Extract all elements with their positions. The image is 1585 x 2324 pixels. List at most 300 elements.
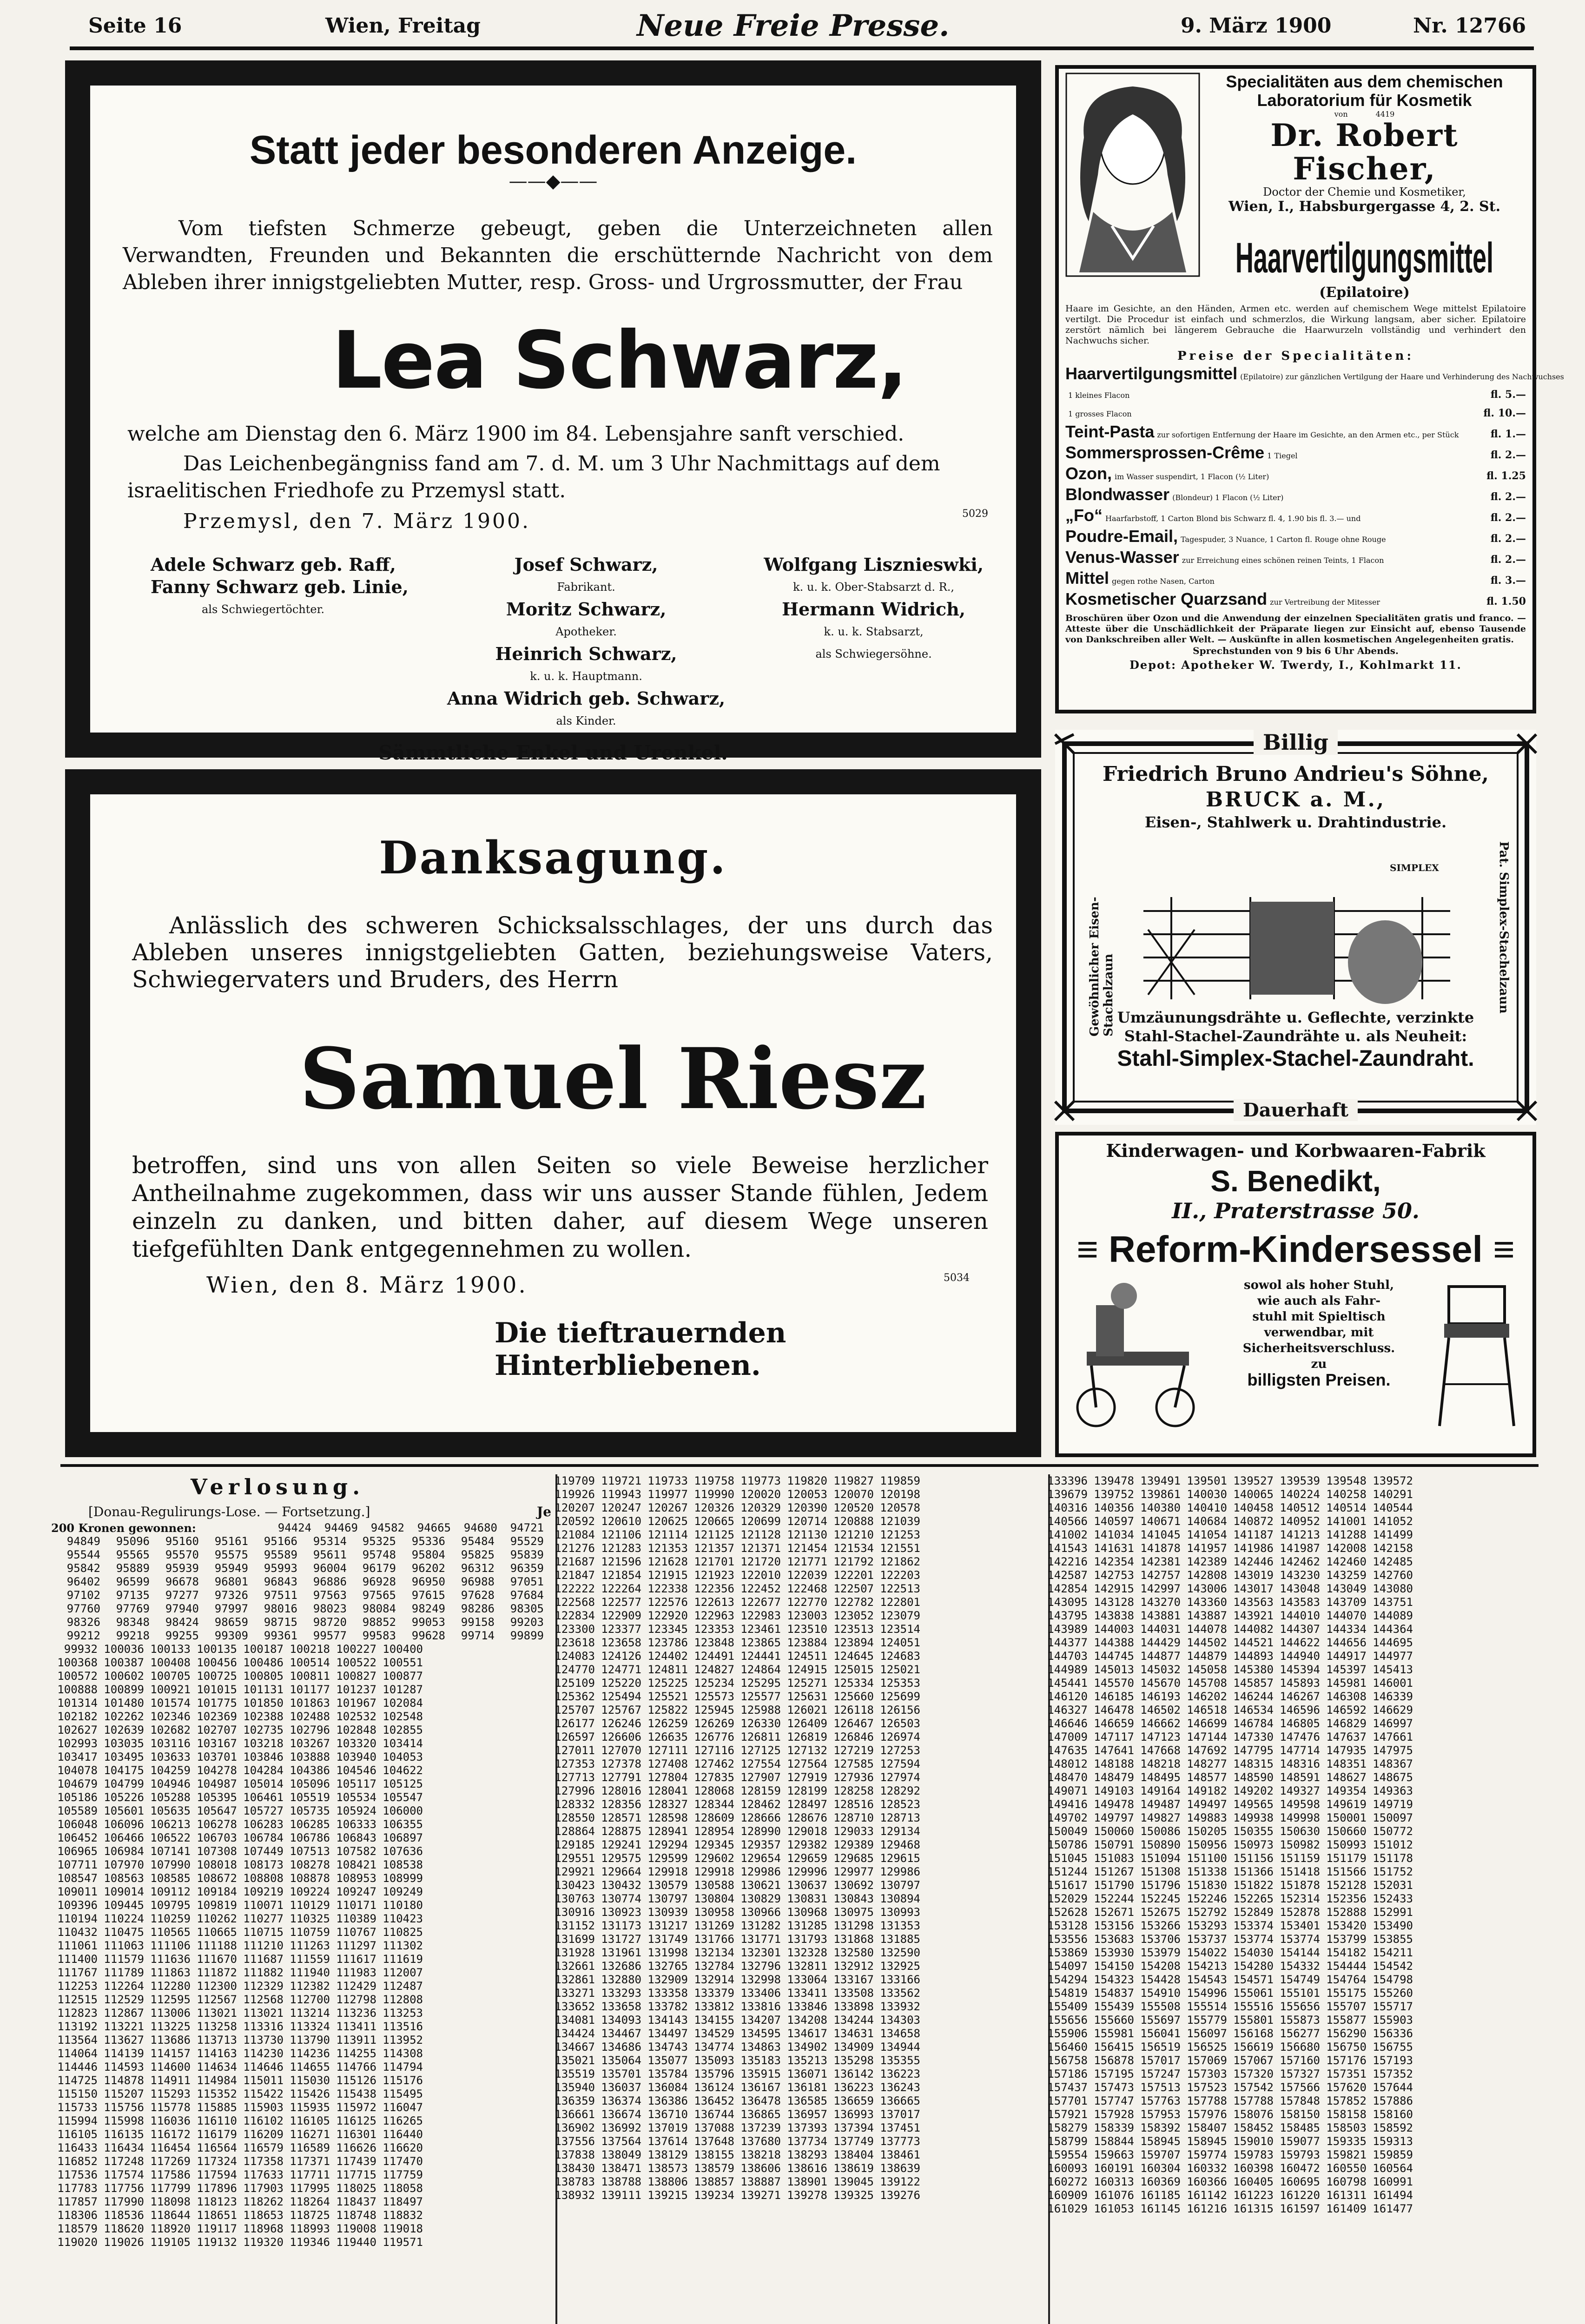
lottery-number: 112595 <box>150 1993 191 2006</box>
lottery-row <box>548 1636 920 1650</box>
lottery-number: 120592 <box>555 1515 595 1528</box>
lottery-number: 160332 <box>1187 2162 1227 2175</box>
price-row <box>1065 569 1526 590</box>
lottery-number: 129357 <box>740 1838 781 1851</box>
lottery-number: 141002 <box>1047 1528 1088 1541</box>
lottery-number: 149103 <box>1094 1784 1134 1797</box>
lottery-number: 101237 <box>336 1683 376 1696</box>
lottery-number: 121125 <box>694 1528 734 1541</box>
lottery-number: 155779 <box>1187 2014 1227 2027</box>
lottery-row <box>1041 1879 1413 1892</box>
lottery-row <box>51 1926 544 1939</box>
lottery-number: 139215 <box>647 2189 688 2202</box>
notice-text-1: welche am Dienstag den 6. März 1900 im 84. Lebensjahre sanft verschied. <box>127 422 905 446</box>
lottery-number: 95161 <box>214 1535 248 1548</box>
lottery-number: 160369 <box>1140 2175 1181 2188</box>
lottery-number: 110277 <box>243 1912 284 1925</box>
lottery-number: 128710 <box>833 1811 874 1824</box>
lottery-number: 142216 <box>1047 1555 1088 1568</box>
lottery-number: 135784 <box>647 2067 688 2080</box>
lottery-number: 144989 <box>1047 1663 1088 1676</box>
lottery-number: 149797 <box>1094 1811 1134 1824</box>
lottery-row <box>51 1885 544 1899</box>
lottery-row <box>548 1555 920 1569</box>
lottery-number: 160272 <box>1047 2175 1088 2188</box>
lottery-number: 121628 <box>647 1555 688 1568</box>
lottery-number: 155906 <box>1047 2027 1088 2040</box>
lottery-number: 157848 <box>1280 2094 1320 2107</box>
lottery-number: 119721 <box>601 1474 641 1487</box>
lottery-row <box>548 1596 920 1609</box>
lottery-number: 131885 <box>880 1933 920 1946</box>
lottery-number: 99932 <box>64 1643 98 1656</box>
lottery-row <box>1041 1636 1413 1650</box>
lottery-number: 153156 <box>1094 1919 1134 1932</box>
lottery-number: 95804 <box>411 1548 445 1561</box>
lottery-number: 156460 <box>1047 2040 1088 2053</box>
lottery-number: 116265 <box>383 2114 423 2127</box>
lottery-number: 99218 <box>116 1629 150 1642</box>
lottery-number: 146502 <box>1140 1703 1181 1717</box>
lottery-number: 107513 <box>290 1845 330 1858</box>
lottery-number: 152628 <box>1047 1906 1088 1919</box>
lottery-number: 116579 <box>243 2141 284 2154</box>
lottery-number: 121923 <box>694 1569 734 1582</box>
benedikt-product: ≡ Reform-Kindersessel ≡ <box>1076 1228 1515 1270</box>
lottery-number: 136665 <box>880 2094 920 2107</box>
price-item-price: fl. 2.— <box>1490 533 1526 545</box>
lottery-row <box>51 1602 544 1616</box>
lottery-number: 113006 <box>150 2007 191 2020</box>
lottery-number: 134155 <box>694 2014 734 2027</box>
lottery-number: 135093 <box>694 2054 734 2067</box>
lottery-number: 101177 <box>290 1683 330 1696</box>
lottery-row <box>1041 2000 1413 2014</box>
lottery-row <box>548 2162 920 2175</box>
lottery-number: 132914 <box>694 1973 734 1986</box>
lottery-number: 95544 <box>66 1548 100 1561</box>
lottery-number: 139325 <box>833 2189 874 2202</box>
lottery-number: 121792 <box>833 1555 874 1568</box>
lottery-number: 156415 <box>1094 2040 1134 2053</box>
lottery-number: 125353 <box>880 1677 920 1690</box>
lottery-row <box>1041 2162 1413 2175</box>
lottery-number: 147144 <box>1187 1730 1227 1743</box>
lottery-number: 130637 <box>787 1879 827 1892</box>
lottery-number: 95336 <box>411 1535 445 1548</box>
lottery-number: 137017 <box>880 2108 920 2121</box>
lottery-number: 134093 <box>601 2014 641 2027</box>
lottery-row <box>1041 1650 1413 1663</box>
lottery-number: 121534 <box>833 1542 874 1555</box>
lottery-number: 159859 <box>1373 2148 1413 2161</box>
lottery-number: 159774 <box>1187 2148 1227 2161</box>
lottery-number: 137556 <box>555 2135 595 2148</box>
lottery-number: 129599 <box>647 1852 688 1865</box>
lottery-number: 125988 <box>740 1703 781 1717</box>
lottery-number: 129918 <box>694 1865 734 1878</box>
price-item-note: Tagespuder, 3 Nuance, 1 Carton fl. Rouge ohne Rouge <box>1181 535 1386 544</box>
lottery-number: 121114 <box>647 1528 688 1541</box>
lottery-number: 98720 <box>313 1616 347 1629</box>
price-row <box>1065 444 1526 465</box>
lottery-number: 113627 <box>104 2034 144 2047</box>
lottery-number: 119020 <box>57 2236 98 2249</box>
lottery-number: 114646 <box>243 2060 284 2073</box>
lottery-number: 106355 <box>383 1818 423 1831</box>
lottery-number: 110071 <box>243 1899 284 1912</box>
lottery-number: 154332 <box>1280 1960 1320 1973</box>
lottery-number: 106333 <box>336 1818 376 1831</box>
lottery-number: 96950 <box>411 1575 445 1588</box>
lottery-number: 157195 <box>1094 2067 1134 2080</box>
lottery-row <box>548 1744 920 1757</box>
lottery-number: 136223 <box>833 2081 874 2094</box>
lottery-number: 104622 <box>383 1764 423 1777</box>
fence-sign: SIMPLEX <box>1390 862 1439 873</box>
lottery-number: 141052 <box>1373 1515 1413 1528</box>
lottery-number: 136223 <box>880 2067 920 2080</box>
lottery-number: 102369 <box>197 1710 237 1723</box>
lottery-number: 126467 <box>833 1717 874 1730</box>
lottery-number: 141631 <box>1094 1542 1134 1555</box>
lottery-number: 105395 <box>197 1791 237 1804</box>
lottery-row <box>51 1750 544 1764</box>
lottery-number: 144703 <box>1047 1650 1088 1663</box>
lottery-number: 158844 <box>1094 2135 1134 2148</box>
price-item-note: im Wasser suspendirt, 1 Flacon (½ Liter) <box>1114 472 1269 481</box>
lottery-number: 144695 <box>1373 1636 1413 1649</box>
lottery-number: 154798 <box>1373 1973 1413 1986</box>
lottery-number: 128016 <box>601 1784 641 1797</box>
lottery-row <box>51 2155 544 2168</box>
lottery-number: 112487 <box>383 1980 423 1993</box>
lottery-number: 144334 <box>1326 1623 1367 1636</box>
lottery-number: 96202 <box>411 1562 445 1575</box>
lottery-number: 106522 <box>150 1831 191 1844</box>
lottery-number: 109249 <box>383 1885 423 1898</box>
lottery-number: 124864 <box>740 1663 781 1676</box>
lottery-number: 146659 <box>1094 1717 1134 1730</box>
lottery-number: 121357 <box>694 1542 734 1555</box>
lottery-number: 122801 <box>880 1596 920 1609</box>
lottery-number: 143751 <box>1373 1596 1413 1609</box>
lottery-number: 136359 <box>555 2094 595 2107</box>
lottery-number: 140065 <box>1233 1488 1274 1501</box>
lottery-number: 120207 <box>555 1501 595 1514</box>
lottery-number: 144377 <box>1047 1636 1088 1649</box>
lottery-number: 154323 <box>1094 1973 1134 1986</box>
lottery-number: 115885 <box>197 2101 237 2114</box>
lottery-number: 153799 <box>1326 1933 1367 1946</box>
lottery-number: 144031 <box>1140 1623 1181 1636</box>
lottery-number: 126156 <box>880 1703 920 1717</box>
lottery-number: 117536 <box>57 2168 98 2181</box>
lottery-number: 157542 <box>1233 2081 1274 2094</box>
lottery-number: 114725 <box>57 2074 98 2087</box>
lottery-number: 138218 <box>740 2148 781 2161</box>
lottery-number: 131998 <box>647 1946 688 1959</box>
lottery-row <box>548 2054 920 2067</box>
lottery-number: 104679 <box>57 1777 98 1790</box>
lottery-number: 150205 <box>1187 1825 1227 1838</box>
lottery-number: 151159 <box>1280 1852 1320 1865</box>
lottery-number: 127804 <box>647 1771 688 1784</box>
lottery-number: 115903 <box>243 2101 284 2114</box>
lottery-number: 111767 <box>57 1966 98 1979</box>
lottery-number: 149164 <box>1140 1784 1181 1797</box>
lottery-number: 118644 <box>150 2209 191 2222</box>
lottery-number: 150786 <box>1047 1838 1088 1851</box>
lottery-number: 159707 <box>1140 2148 1181 2161</box>
lottery-number: 105924 <box>336 1804 376 1817</box>
lottery-number: 156878 <box>1094 2054 1134 2067</box>
lottery-row <box>1041 2014 1413 2027</box>
lottery-number: 137749 <box>833 2135 874 2148</box>
lottery-number: 121371 <box>740 1542 781 1555</box>
benedikt-address: II., Praterstrasse 50. <box>1172 1198 1420 1223</box>
lottery-number: 124511 <box>787 1650 827 1663</box>
lottery-number: 102548 <box>383 1710 423 1723</box>
lottery-number: 144977 <box>1373 1650 1413 1663</box>
lottery-number: 132686 <box>601 1960 641 1973</box>
lottery-number: 102532 <box>336 1710 376 1723</box>
lottery-number: 137394 <box>833 2121 874 2134</box>
lottery-number: 144940 <box>1280 1650 1320 1663</box>
lottery-number: 158158 <box>1326 2108 1367 2121</box>
lottery-number: 141987 <box>1280 1542 1320 1555</box>
lottery-number: 145397 <box>1326 1663 1367 1676</box>
lottery-number: 113516 <box>383 2020 423 2033</box>
lottery-number: 137088 <box>694 2121 734 2134</box>
lottery-number: 120578 <box>880 1501 920 1514</box>
benedikt-desc: sowol als hoher Stuhl, wie auch als Fahr- stuhl mit Spieltisch verwendbar, mit Sicherheitsverschluss. zu billigsten Preisen. <box>1208 1277 1430 1431</box>
lottery-number: 148351 <box>1326 1757 1367 1770</box>
lottery-number: 134658 <box>880 2027 920 2040</box>
lottery-number: 134081 <box>555 2014 595 2027</box>
lottery-number: 157921 <box>1047 2108 1088 2121</box>
lottery-number: 150049 <box>1047 1825 1088 1838</box>
lottery-number: 155717 <box>1373 2000 1413 2013</box>
price-row <box>1065 364 1564 386</box>
lottery-number: 123377 <box>601 1623 641 1636</box>
thanks-place: Wien, den 8. März 1900. <box>206 1272 528 1298</box>
lottery-number: 124811 <box>647 1663 688 1676</box>
lottery-number: 114139 <box>104 2047 144 2060</box>
lottery-number: 112429 <box>336 1980 376 1993</box>
lottery-number: 150890 <box>1140 1838 1181 1851</box>
lottery-number: 135213 <box>787 2054 827 2067</box>
lottery-number: 138901 <box>787 2175 827 2188</box>
lottery-number: 130829 <box>740 1892 781 1905</box>
lottery-number: 123345 <box>647 1623 688 1636</box>
lottery-number: 156755 <box>1373 2040 1413 2053</box>
lottery-number: 123514 <box>880 1623 920 1636</box>
lottery-row <box>1041 1946 1413 1960</box>
lottery-number: 100133 <box>150 1643 191 1656</box>
lottery-number: 158407 <box>1187 2121 1227 2134</box>
lottery-number: 161216 <box>1187 2202 1227 2215</box>
lottery-row <box>51 2060 544 2074</box>
lottery-number: 128676 <box>787 1811 827 1824</box>
lottery-number: 152246 <box>1187 1892 1227 1905</box>
lottery-number: 117990 <box>104 2195 144 2208</box>
lottery-number: 123894 <box>833 1636 874 1649</box>
lottery-number: 154444 <box>1326 1960 1367 1973</box>
lottery-number: 106285 <box>290 1818 330 1831</box>
lottery-row <box>51 1697 544 1710</box>
lottery-number: 116209 <box>243 2128 284 2141</box>
lottery-number: 114984 <box>197 2074 237 2087</box>
lottery-number: 112253 <box>57 1980 98 1993</box>
lottery-row <box>1041 2054 1413 2067</box>
lottery-number: 141957 <box>1187 1542 1227 1555</box>
lottery-number: 150086 <box>1140 1825 1181 1838</box>
lottery-number: 98016 <box>264 1602 297 1615</box>
lottery-number: 127125 <box>740 1744 781 1757</box>
price-item-name: Venus-Wasser <box>1065 548 1179 567</box>
lottery-number: 121210 <box>833 1528 874 1541</box>
lottery-row <box>548 1838 920 1852</box>
lottery-number: 150982 <box>1280 1838 1320 1851</box>
lottery-number: 116626 <box>336 2141 376 2154</box>
lottery-number: 130797 <box>647 1892 688 1905</box>
lottery-number: 115352 <box>197 2087 237 2100</box>
lottery-number: 101775 <box>197 1697 237 1710</box>
lottery-row <box>1041 1973 1413 1987</box>
lottery-number: 113214 <box>290 2007 330 2020</box>
lottery-number: 159313 <box>1373 2135 1413 2148</box>
lottery-number: 145032 <box>1140 1663 1181 1676</box>
lottery-number: 137451 <box>880 2121 920 2134</box>
lottery-number: 134909 <box>833 2040 874 2053</box>
lottery-number: 116036 <box>150 2114 191 2127</box>
lottery-number: 130958 <box>694 1906 734 1919</box>
lottery-number: 144364 <box>1373 1623 1413 1636</box>
lottery-number: 129345 <box>694 1838 734 1851</box>
lottery-number: 126118 <box>833 1703 874 1717</box>
lottery-number: 103414 <box>383 1737 423 1750</box>
lottery-number: 129382 <box>787 1838 827 1851</box>
lottery-number: 104278 <box>197 1764 237 1777</box>
lottery-number: 110432 <box>57 1926 98 1939</box>
lottery-number: 146267 <box>1280 1690 1320 1703</box>
lottery-number: 130423 <box>555 1879 595 1892</box>
lottery-number: 119320 <box>243 2236 284 2249</box>
lottery-number: 143080 <box>1373 1582 1413 1595</box>
lottery-number: 122576 <box>647 1596 688 1609</box>
lottery-number: 157763 <box>1140 2094 1181 2107</box>
lottery-number: 115207 <box>104 2087 144 2100</box>
lottery-number: 115011 <box>243 2074 284 2087</box>
lottery-number: 123300 <box>555 1623 595 1636</box>
lottery-number: 111559 <box>290 1953 330 1966</box>
lottery-number: 128713 <box>880 1811 920 1824</box>
lottery-number: 103035 <box>104 1737 144 1750</box>
lottery-number: 121039 <box>880 1515 920 1528</box>
lottery-number: 158452 <box>1233 2121 1274 2134</box>
lottery-number: 147009 <box>1047 1730 1088 1743</box>
lottery-number: 139491 <box>1140 1474 1181 1487</box>
lottery-number: 158503 <box>1326 2121 1367 2134</box>
lottery-number: 144078 <box>1187 1623 1227 1636</box>
lottery-number: 97563 <box>313 1589 347 1602</box>
lottery-number: 102796 <box>290 1723 330 1736</box>
lottery-number: 129996 <box>787 1865 827 1878</box>
lottery-number: 131269 <box>694 1919 734 1932</box>
lottery-row <box>1041 1542 1413 1555</box>
lottery-number: 114878 <box>104 2074 144 2087</box>
lottery-number: 146662 <box>1140 1717 1181 1730</box>
lottery-number: 94721 <box>510 1521 544 1534</box>
lottery-number: 99628 <box>411 1629 445 1642</box>
lottery-number: 108018 <box>197 1858 237 1871</box>
lottery-row <box>548 1690 920 1703</box>
lottery-number: 155439 <box>1094 2000 1134 2013</box>
lottery-number: 132912 <box>833 1960 874 1973</box>
lottery-number: 115998 <box>104 2114 144 2127</box>
lottery-number: 108999 <box>383 1872 423 1885</box>
lottery-number: 120053 <box>787 1488 827 1501</box>
lottery-number: 151308 <box>1140 1865 1181 1878</box>
lottery-number: 144622 <box>1280 1636 1320 1649</box>
lottery-number: 146478 <box>1094 1703 1134 1717</box>
lottery-number: 141878 <box>1140 1542 1181 1555</box>
lottery-number: 99583 <box>362 1629 396 1642</box>
notice-place: Przemysl, den 7. März 1900. <box>183 509 531 533</box>
lottery-number: 95993 <box>264 1562 297 1575</box>
lottery-number: 125109 <box>555 1677 595 1690</box>
lottery-number: 141499 <box>1373 1528 1413 1541</box>
lottery-number: 148495 <box>1140 1771 1181 1784</box>
lottery-number: 110389 <box>336 1912 376 1925</box>
lottery-number: 129664 <box>601 1865 641 1878</box>
lottery-number: 108878 <box>290 1872 330 1885</box>
lottery-number: 103218 <box>243 1737 284 1750</box>
lottery-number: 111882 <box>243 1966 284 1979</box>
lottery-number: 146592 <box>1326 1703 1367 1717</box>
lottery-number: 106278 <box>197 1818 237 1831</box>
lottery-number: 157788 <box>1187 2094 1227 2107</box>
lottery-number: 138471 <box>601 2162 641 2175</box>
lottery-number: 95939 <box>165 1562 199 1575</box>
lottery-number: 155903 <box>1373 2014 1413 2027</box>
lottery-row <box>548 1501 920 1515</box>
lottery-number: 159793 <box>1280 2148 1320 2161</box>
prices-heading: Preise der Specialitäten: <box>1177 349 1414 363</box>
lottery-number: 140458 <box>1233 1501 1274 1514</box>
lottery-number: 122222 <box>555 1582 595 1595</box>
lottery-number: 104386 <box>290 1764 330 1777</box>
lottery-number: 106703 <box>197 1831 237 1844</box>
lottery-number: 96988 <box>461 1575 495 1588</box>
lottery-number: 148218 <box>1140 1757 1181 1770</box>
lottery-number: 108672 <box>197 1872 237 1885</box>
lottery-number: 98348 <box>116 1616 150 1629</box>
lottery-number: 156680 <box>1280 2040 1320 2053</box>
lottery-number: 128292 <box>880 1784 920 1797</box>
price-row <box>1065 423 1526 444</box>
lottery-number: 113236 <box>336 2007 376 2020</box>
lottery-number: 127378 <box>601 1757 641 1770</box>
lottery-number: 101863 <box>290 1697 330 1710</box>
price-item-price: fl. 2.— <box>1490 554 1526 566</box>
lottery-number: 150772 <box>1373 1825 1413 1838</box>
lottery-number: 96402 <box>66 1575 100 1588</box>
ad-head-1: Specialitäten aus dem chemischen <box>1226 72 1503 91</box>
lottery-number: 99212 <box>66 1629 100 1642</box>
lottery-number: 128598 <box>647 1811 688 1824</box>
